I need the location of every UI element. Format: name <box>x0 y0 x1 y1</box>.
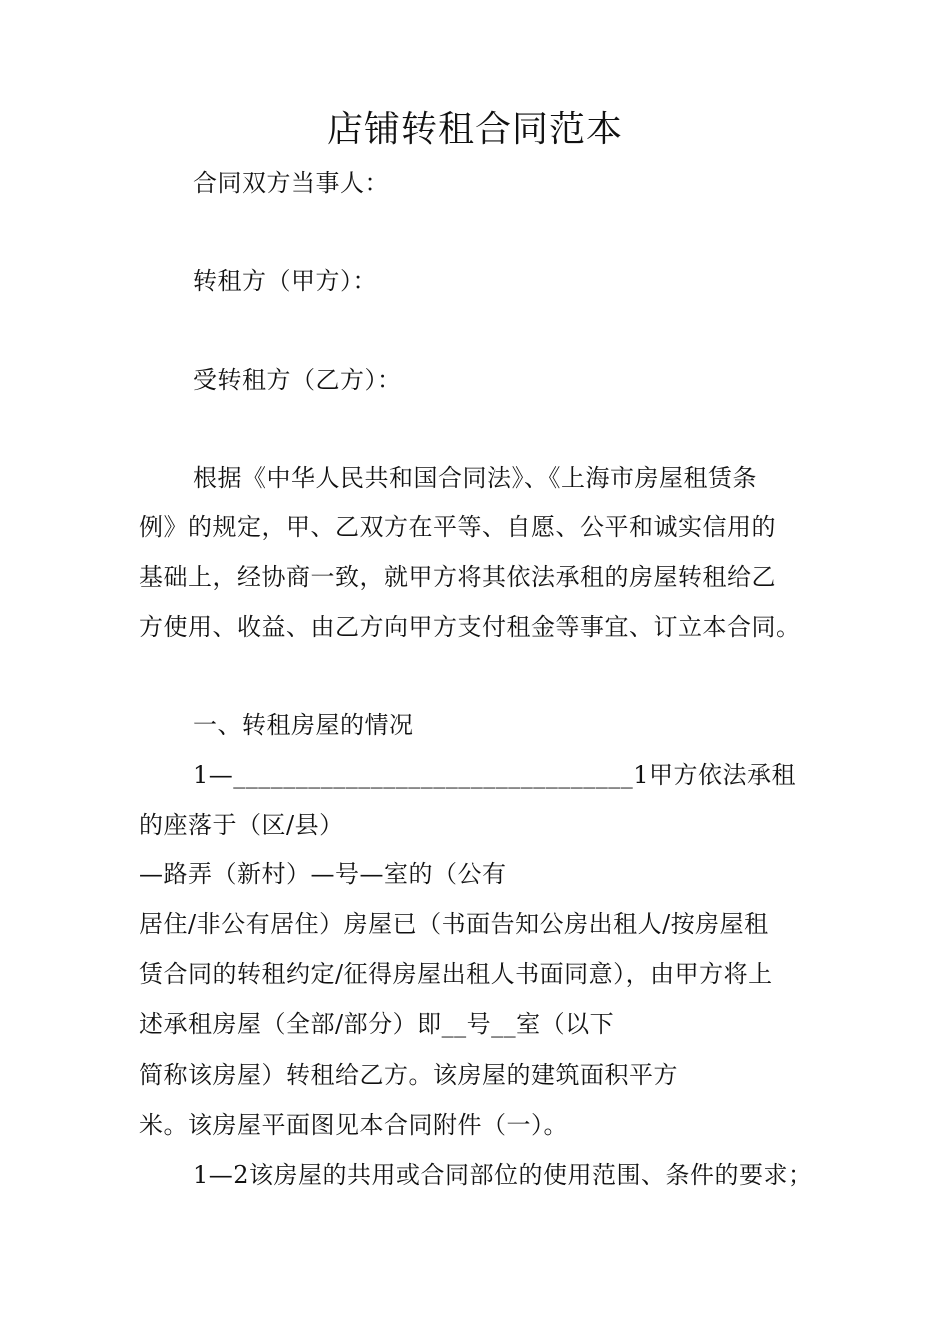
clause-1-1-line-6: 述承租房屋（全部/部分）即__号__室（以下 <box>139 1010 615 1038</box>
clause-1-1-line-5: 赁合同的转租约定/征得房屋出租人书面同意），由甲方将上 <box>139 960 773 988</box>
parties-heading: 合同双方当事人： <box>193 169 389 197</box>
document-title: 店铺转租合同范本 <box>326 109 623 150</box>
clause-1-1-line-2: 的座落于（区/县） <box>139 811 344 839</box>
preamble-line-1: 根据《中华人民共和国合同法》、《上海市房屋租赁条 <box>193 464 757 492</box>
party-a-label: 转租方（甲方）： <box>193 267 377 295</box>
party-b-label: 受转租方（乙方）： <box>193 366 402 394</box>
preamble-line-4: 方使用、收益、由乙方向甲方支付租金等事宜、订立本合同。 <box>139 613 801 641</box>
clause-1-1-line-8: 米。该房屋平面图见本合同附件（一）。 <box>139 1111 568 1139</box>
clause-1-1-line-3: —路弄（新村）—号—室的（公有 <box>139 860 507 888</box>
clause-1-1-line-7: 简称该房屋）转租给乙方。该房屋的建筑面积平方 <box>139 1061 678 1089</box>
clause-1-1-line-1: 1—________________________________1甲方依法承租 <box>193 761 797 789</box>
clause-1-1-line-4: 居住/非公有居住）房屋已（书面告知公房出租人/按房屋租 <box>139 910 769 938</box>
preamble-line-2: 例》的规定，甲、乙双方在平等、自愿、公平和诚实信用的 <box>139 513 776 541</box>
preamble-line-3: 基础上，经协商一致，就甲方将其依法承租的房屋转租给乙 <box>139 563 776 591</box>
section-1-heading: 一、转租房屋的情况 <box>193 711 414 739</box>
clause-1-2-line-1: 1—2该房屋的共用或合同部位的使用范围、条件的要求； <box>193 1161 813 1189</box>
